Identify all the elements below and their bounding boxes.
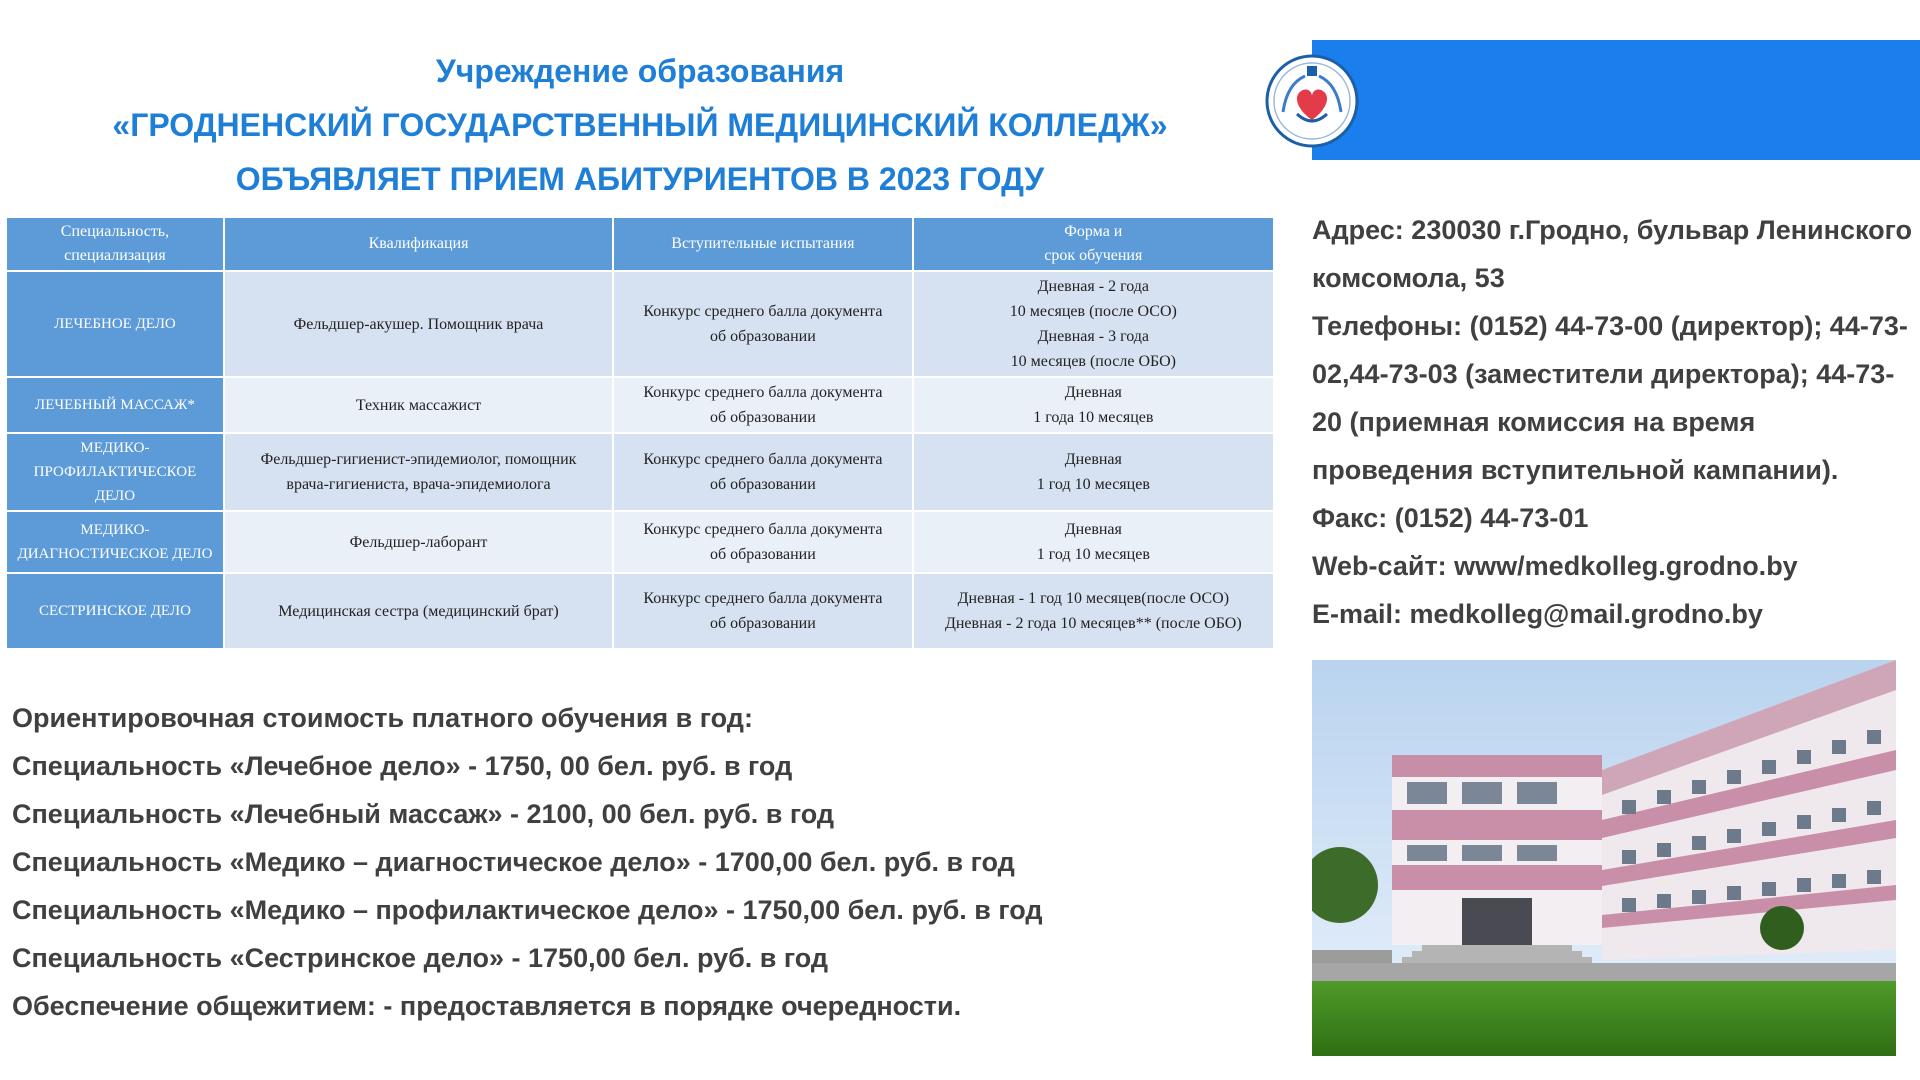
cost-item: Специальность «Медико – диагностическое дело» - 1700,00 бел. руб. в год bbox=[12, 847, 1015, 877]
header-exams: Вступительные испытания bbox=[613, 217, 913, 271]
page-header bbox=[0, 44, 1280, 206]
row-qualification: Медицинская сестра (медицинский брат) bbox=[224, 573, 613, 649]
row-form: Дневная 1 года 10 месяцев bbox=[913, 377, 1274, 433]
row-qualification: Фельдшер-гигиенист-эпидемиолог, помощник врача-гигиениста, врача-эпидемиолога bbox=[224, 433, 613, 511]
row-qualification: Техник массажист bbox=[224, 377, 613, 433]
costs-title: Ориентировочная стоимость платного обучения в год: bbox=[12, 703, 753, 733]
table-row bbox=[6, 511, 1274, 573]
header-qualification: Квалификация bbox=[224, 217, 613, 271]
cost-item: Специальность «Лечебный массаж» - 2100, 00 бел. руб. в год bbox=[12, 799, 835, 829]
row-specialty: СЕСТРИНСКОЕ ДЕЛО bbox=[6, 573, 224, 649]
costs-block bbox=[12, 694, 1262, 1030]
table-header-row bbox=[6, 217, 1274, 271]
dormitory-info: Обеспечение общежитием: - предоставляется в порядке очередности. bbox=[12, 991, 962, 1021]
row-qualification: Фельдшер-лаборант bbox=[224, 511, 613, 573]
header-institution-type: Учреждение образования bbox=[435, 53, 845, 89]
table-row bbox=[6, 271, 1274, 377]
contact-address: Адрес: 230030 г.Гродно, бульвар Ленинского комсомола, 53 bbox=[1312, 215, 1912, 293]
contact-website[interactable]: Web-сайт: www/medkolleg.grodno.by bbox=[1312, 551, 1798, 581]
contact-email[interactable]: E-mail: medkolleg@mail.grodno.by bbox=[1312, 599, 1763, 629]
row-form: Дневная - 2 года 10 месяцев (после ОСО) Дневная - 3 года 10 месяцев (после ОБО) bbox=[913, 271, 1274, 377]
row-qualification: Фельдшер-акушер. Помощник врача bbox=[224, 271, 613, 377]
cost-item: Специальность «Медико – профилактическое дело» - 1750,00 бел. руб. в год bbox=[12, 895, 1043, 925]
row-specialty: ЛЕЧЕБНЫЙ МАССАЖ* bbox=[6, 377, 224, 433]
contacts-block bbox=[1312, 206, 1912, 638]
row-form: Дневная 1 год 10 месяцев bbox=[913, 433, 1274, 511]
blue-header-bar bbox=[1312, 40, 1920, 160]
row-exams: Конкурс среднего балла документа об образовании bbox=[613, 271, 913, 377]
row-exams: Конкурс среднего балла документа об образовании bbox=[613, 573, 913, 649]
header-announcement: ОБЪЯВЛЯЕТ ПРИЕМ АБИТУРИЕНТОВ В 2023 ГОДУ bbox=[235, 161, 1045, 197]
table-row bbox=[6, 573, 1274, 649]
header-form: Форма и срок обучения bbox=[913, 217, 1274, 271]
row-exams: Конкурс среднего балла документа об образовании bbox=[613, 511, 913, 573]
contact-phones: Телефоны: (0152) 44-73-00 (директор); 44-73-02,44-73-03 (заместители директора); 44-73-20 (приемная комиссия на время проведения вступительной кампании). bbox=[1312, 311, 1908, 485]
row-form: Дневная 1 год 10 месяцев bbox=[913, 511, 1274, 573]
table-row bbox=[6, 433, 1274, 511]
cost-item: Специальность «Сестринское дело» - 1750,00 бел. руб. в год bbox=[12, 943, 829, 973]
row-exams: Конкурс среднего балла документа об образовании bbox=[613, 377, 913, 433]
row-specialty: МЕДИКО- ДИАГНОСТИЧЕСКОЕ ДЕЛО bbox=[6, 511, 224, 573]
header-specialty: Специальность, специализация bbox=[6, 217, 224, 271]
row-exams: Конкурс среднего балла документа об образовании bbox=[613, 433, 913, 511]
row-specialty: МЕДИКО- ПРОФИЛАКТИЧЕСКОЕ ДЕЛО bbox=[6, 433, 224, 511]
row-form: Дневная - 1 год 10 месяцев(после ОСО) Дневная - 2 года 10 месяцев** (после ОБО) bbox=[913, 573, 1274, 649]
cost-item: Специальность «Лечебное дело» - 1750, 00 бел. руб. в год bbox=[12, 751, 793, 781]
college-building-photo bbox=[1312, 660, 1896, 1056]
row-specialty: ЛЕЧЕБНОЕ ДЕЛО bbox=[6, 271, 224, 377]
table-row bbox=[6, 377, 1274, 433]
admission-table bbox=[5, 216, 1275, 650]
header-college-name: «ГРОДНЕНСКИЙ ГОСУДАРСТВЕННЫЙ МЕДИЦИНСКИЙ КОЛЛЕДЖ» bbox=[112, 107, 1168, 143]
contact-fax: Факс: (0152) 44-73-01 bbox=[1312, 503, 1589, 533]
